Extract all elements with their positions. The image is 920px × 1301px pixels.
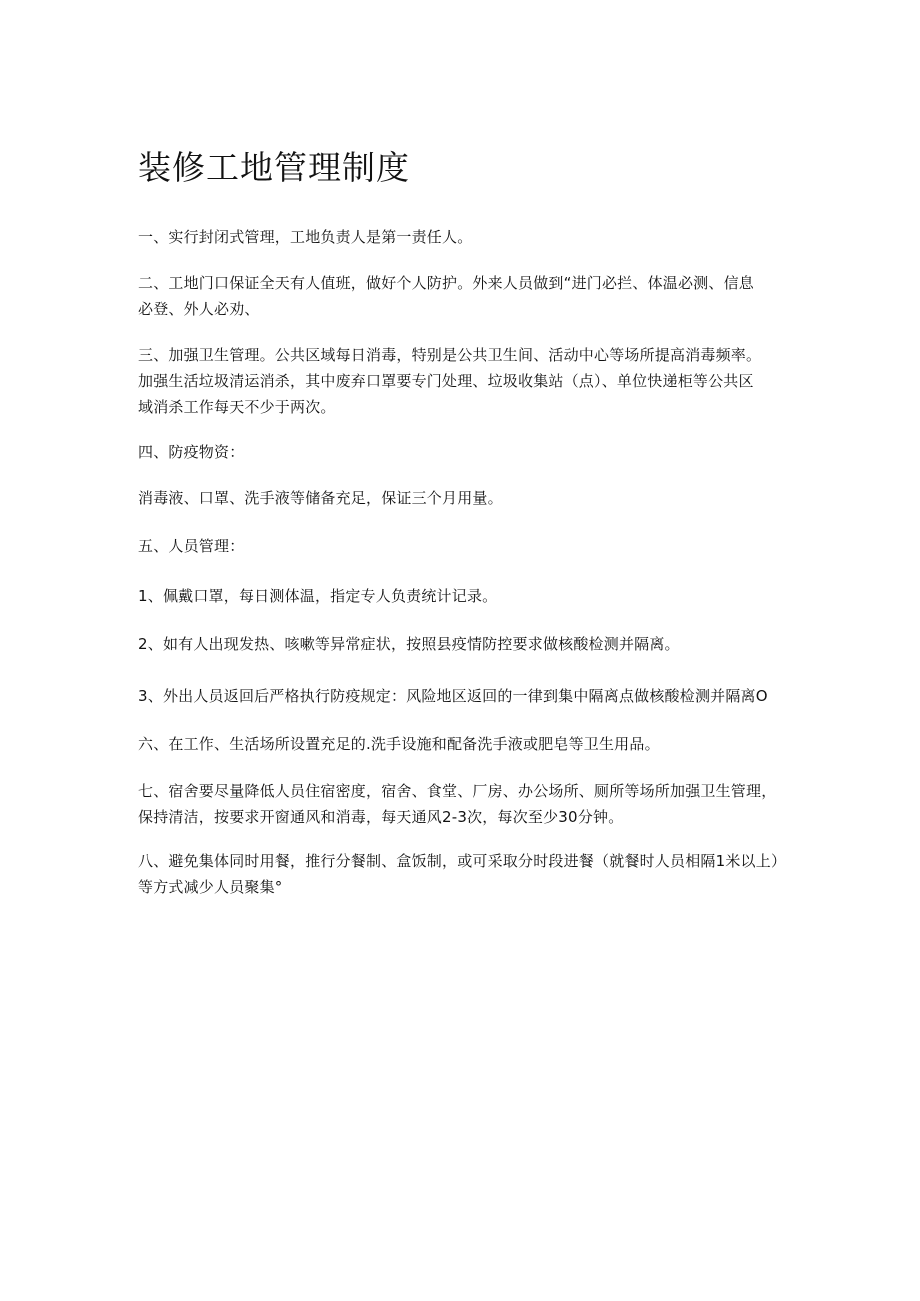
paragraph-1: 一、实行封闭式管理，工地负责人是第一责任人。: [138, 228, 473, 246]
paragraph-4: 四、防疫物资：: [138, 443, 245, 461]
paragraph-11: 七、宿舍要尽量降低人员住宿密度，宿舍、食堂、厂房、办公场所、厕所等场所加强卫生管理， 保持清洁，按要求开窗通风和消毒，每天通风2-3次，每次至少30分钟。: [138, 782, 777, 826]
paragraph-7: 1、佩戴口罩，每日测体温，指定专人负责统计记录。: [138, 587, 498, 605]
paragraph-3: 三、加强卫生管理。公共区域每日消毒，特别是公共卫生间、活动中心等场所提高消毒频率。 加强生活垃圾清运消杀，其中废弃口罩要专门处理、垃圾收集站（点）、单位快递柜等公共区 域消杀工作每天不少于两次。: [138, 346, 762, 416]
document-title: 装修工地管理制度: [138, 148, 410, 187]
paragraph-6: 五、人员管理：: [138, 537, 245, 555]
paragraph-12: 八、避免集体同时用餐，推行分餐制、盒饭制，或可采取分时段进餐（就餐时人员相隔1米以上） 等方式减少人员聚集°: [138, 852, 787, 896]
paragraph-9: 3、外出人员返回后严格执行防疫规定：风险地区返回的一律到集中隔离点做核酸检测并隔离O: [138, 687, 768, 705]
paragraph-10: 六、在工作、生活场所设置充足的.洗手设施和配备洗手液或肥皂等卫生用品。: [138, 735, 660, 753]
paragraph-5: 消毒液、口罩、洗手液等储备充足，保证三个月用量。: [138, 489, 503, 507]
paragraph-2: 二、工地门口保证全天有人值班，做好个人防护。外来人员做到“进门必拦、体温必测、信息 必登、外人必劝、: [138, 274, 754, 318]
paragraph-8: 2、如有人出现发热、咳嗽等异常症状，按照县疫情防控要求做核酸检测并隔离。: [138, 635, 680, 653]
